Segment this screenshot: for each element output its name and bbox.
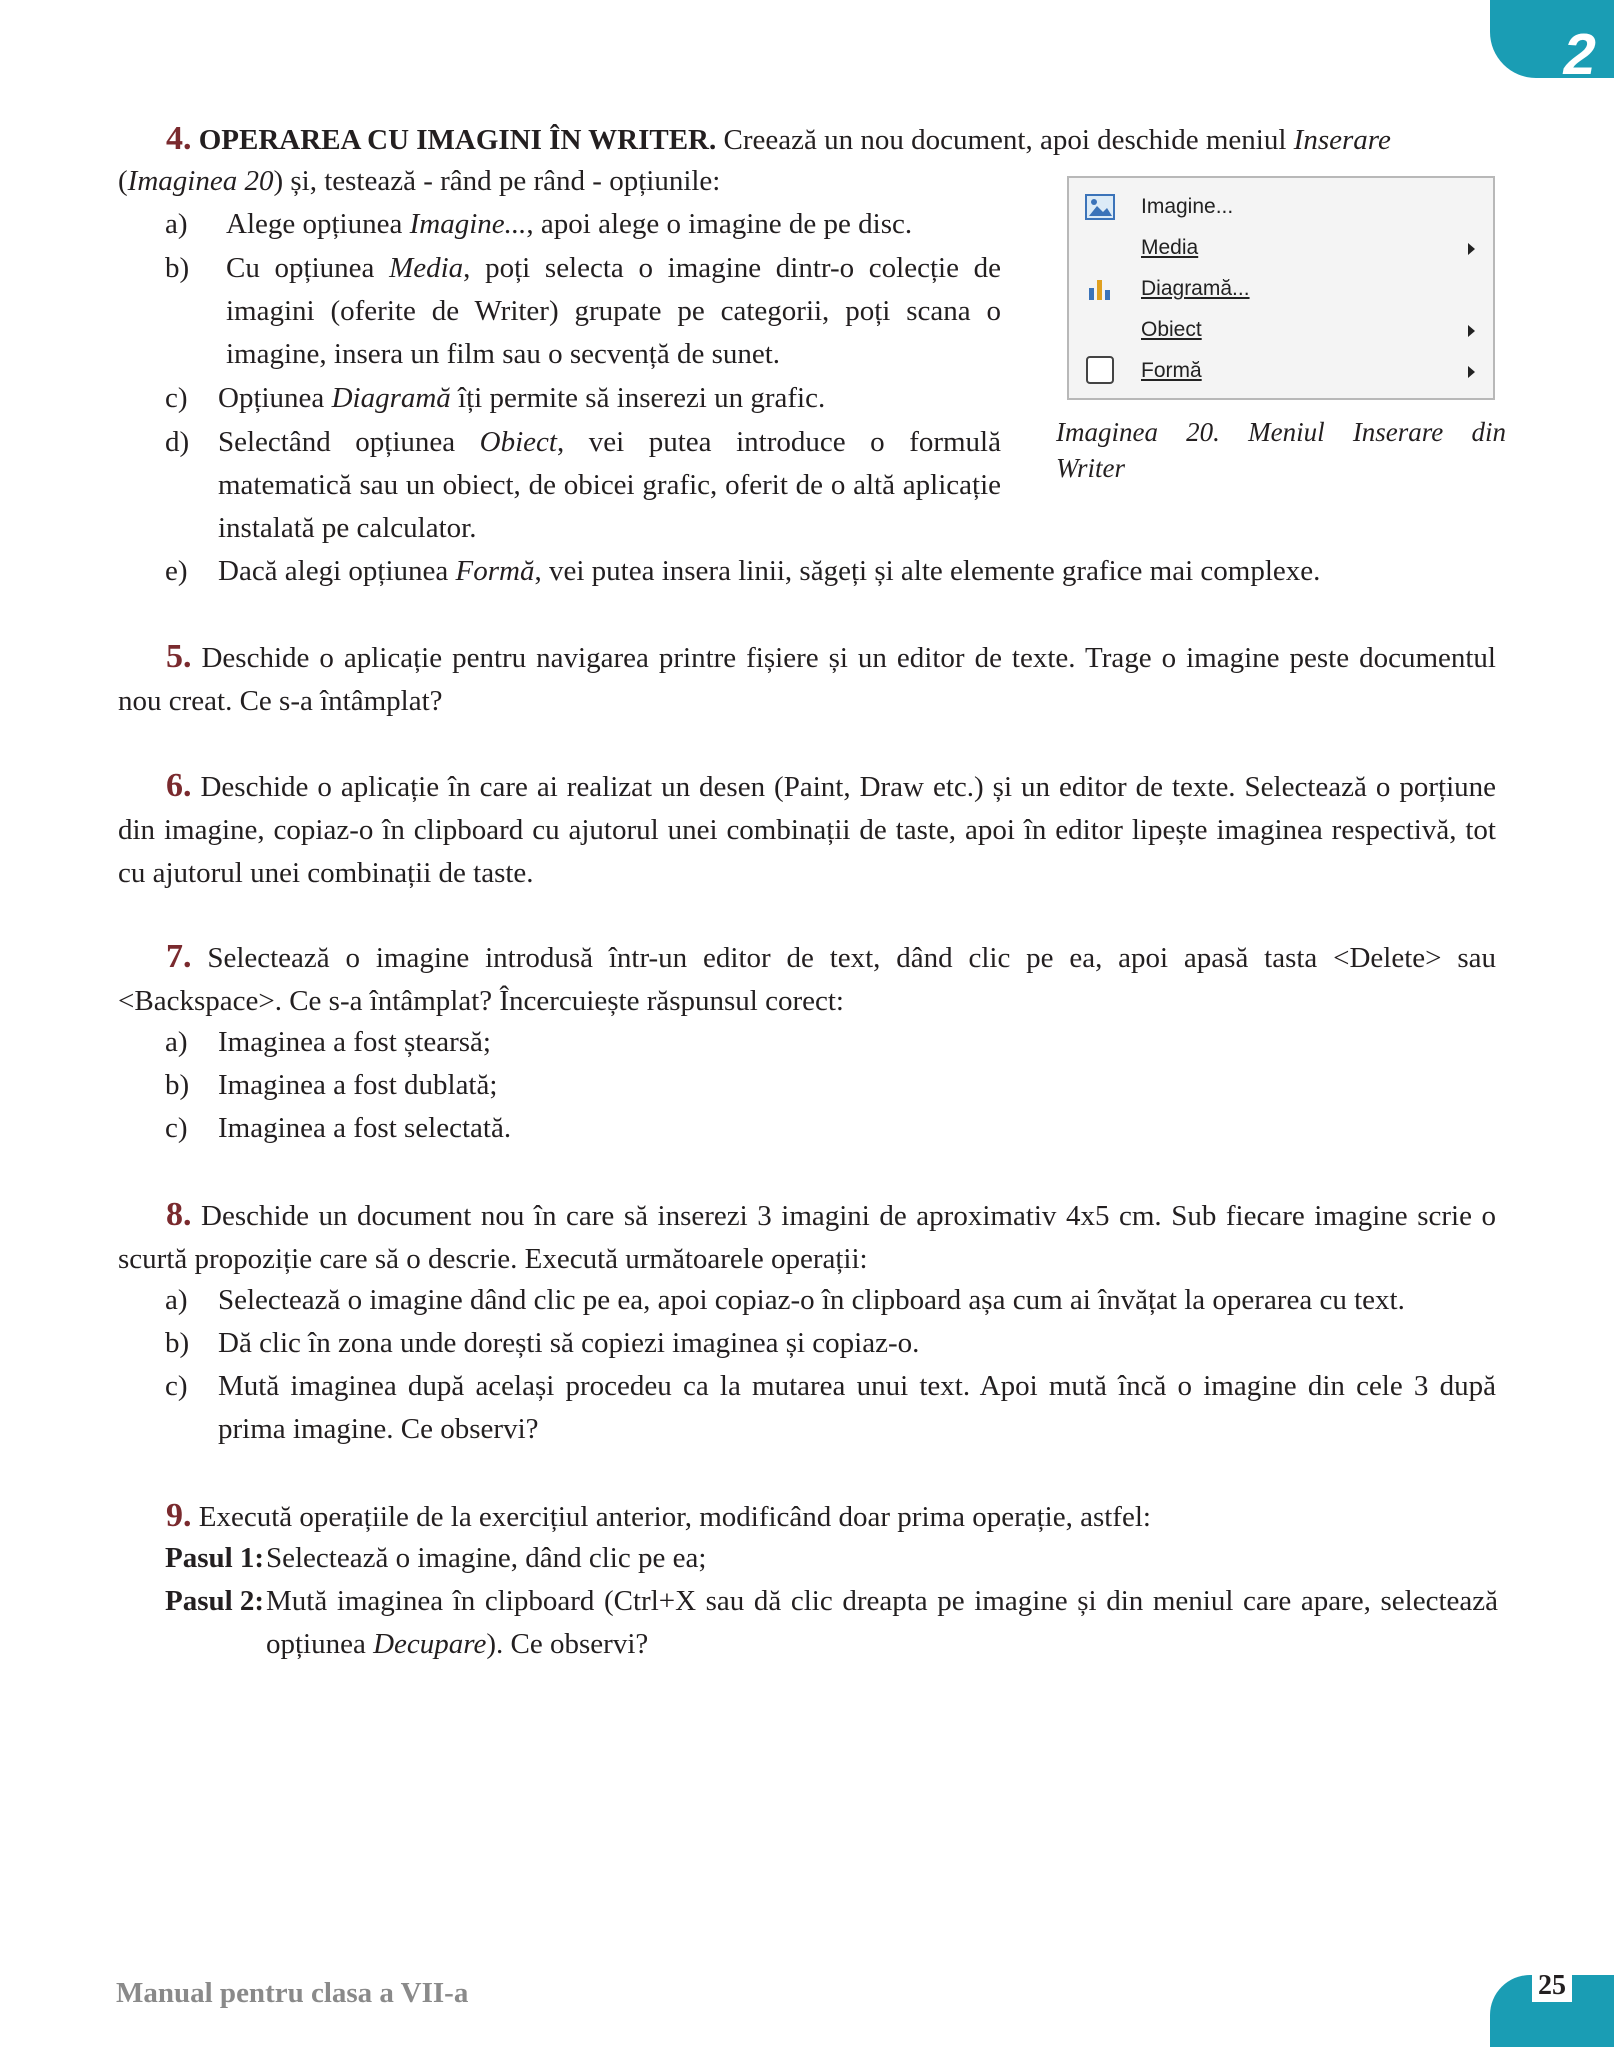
ex5 (118, 635, 1496, 723)
media-submenu-arrow-icon (1468, 243, 1475, 255)
ex4-item-d-pre: Selectând opțiunea (218, 426, 480, 458)
ex4-number: 4. (166, 120, 192, 157)
ex4-intro (118, 117, 1496, 162)
ex7-item-b: Imaginea a fost dublată; (218, 1069, 498, 1101)
ex9-text: Execută operațiile de la exercițiul anterior, modificând doar prima operație, astfel: (191, 1501, 1151, 1533)
ex9-step2-it: Decupare (373, 1628, 487, 1660)
menu-item-imagine-label: Imagine... (1141, 195, 1234, 218)
menu-item-media (1141, 233, 1198, 263)
ex4-intro-menu: Inserare (1293, 124, 1391, 156)
ex4-title: OPERAREA CU IMAGINI ÎN WRITER. (198, 124, 717, 156)
menu-item-forma (1141, 356, 1202, 386)
ex4-item-e-it: Formă (455, 555, 535, 587)
ex6 (118, 764, 1496, 895)
ex4-item-b-pre: Cu opțiunea (226, 252, 390, 284)
ex7-number: 7. (166, 938, 192, 975)
ex7 (118, 935, 1496, 1023)
ex4-line2 (118, 160, 1058, 203)
ex5-number: 5. (166, 638, 192, 675)
ex9-number: 9. (166, 1497, 192, 1534)
ex4-item-a (226, 203, 1006, 246)
ex9-step2-label: Pasul 2: (165, 1585, 265, 1617)
ex8-item-c: Mută imaginea după același procedeu ca la mutarea unui text. Apoi mută încă o imagine din cele 3 după prima imagine. Ce observi? (218, 1370, 1496, 1445)
ex6-text: Deschide o aplicație în care ai realizat un desen (Paint, Draw etc.) și un editor de texte. Selectează o porțiune din imagine, copiaz-o în clipboard cu ajutorul unei combinații de taste, apoi în editor lipește imaginea respectivă, tot cu ajutorul unei combinații de taste. (118, 771, 1496, 889)
ex7-item-a-label: a) (165, 1026, 188, 1058)
ex4-item-d-it: Obiect (479, 426, 557, 458)
chapter-tab (1490, 0, 1614, 87)
ex9-step1-text: Selectează o imagine, dând clic pe ea; (266, 1542, 707, 1574)
ex4-item-a-label: a) (165, 208, 188, 240)
ex8-number: 8. (166, 1196, 192, 1233)
menu-item-obiect (1141, 315, 1202, 345)
menu-item-diagrama-label: Diagramă... (1141, 277, 1250, 300)
ex4-intro-text: Creează un nou document, apoi deschide meniul (716, 124, 1294, 156)
ex4-item-c-pre: Opțiunea (218, 382, 332, 414)
ex4-item-c-it: Diagramă (331, 382, 451, 414)
ex7-text: Selectează o imagine introdusă într-un editor de text, dând clic pe ea, apoi apasă tasta <Delete> sau <Backspace>. Ce s-a întâmplat? Încercuiește răspunsul corect: (118, 942, 1496, 1017)
ex4-item-d-label: d) (165, 426, 190, 458)
chart-icon (1087, 276, 1113, 302)
ex4-item-e-label: e) (165, 555, 188, 587)
figure-caption: Imaginea 20. Meniul Inserare din (1056, 417, 1506, 447)
obiect-submenu-arrow-icon (1468, 325, 1475, 337)
image-icon (1085, 194, 1115, 220)
menu-item-media-label: Media (1141, 236, 1199, 259)
ex4-item-a-post: , apoi alege o imagine de pe disc. (526, 208, 913, 240)
ex5-text: Deschide o aplicație pentru navigarea printre fișiere și un editor de texte. Trage o imagine peste documentul nou creat. Ce s-a întâmplat? (118, 642, 1496, 717)
page-number: 25 (1532, 1970, 1572, 2002)
ex4-item-e-post: , vei putea insera linii, săgeți și alte elemente grafice mai complexe. (534, 555, 1321, 587)
menu-item-forma-label: Formă (1141, 359, 1202, 382)
figure-caption-line2: Writer (1056, 453, 1126, 483)
footer-manual-title: Manual pentru clasa a VII-a (116, 1977, 469, 2009)
ex8-item-b: Dă clic în zona unde dorești să copiezi imaginea și copiaz-o. (218, 1327, 920, 1359)
ex9-step2-post: ). Ce observi? (486, 1628, 649, 1660)
ex8-item-a-label: a) (165, 1284, 188, 1316)
ex8 (118, 1193, 1496, 1281)
ex4-line2-a: ( (118, 165, 128, 197)
shape-icon (1085, 355, 1115, 385)
ex4-item-d-post: , vei putea introduce o formulă matematică sau un obiect, de obicei grafic, oferit de o altă aplicație instalată pe calculator. (218, 426, 1001, 544)
ex4-line2-b: ) și, testează - rând pe rând - opțiunile: (273, 165, 721, 197)
ex4-item-a-it: Imagine... (409, 208, 527, 240)
ex4-item-e (218, 550, 1498, 593)
ex4-item-c-post: îți permite să inserezi un grafic. (450, 382, 826, 414)
ex7-item-c-label: c) (165, 1112, 188, 1144)
insert-menu-figure (1067, 176, 1495, 400)
ex8-item-a: Selectează o imagine dând clic pe ea, apoi copiaz-o în clipboard așa cum ai învățat la operarea cu text. (218, 1284, 1405, 1316)
ex8-text: Deschide un document nou în care să inserezi 3 imagini de aproximativ 4x5 cm. Sub fiecare imagine scrie o scurtă propoziție care să o descrie. Execută următoarele operații: (118, 1200, 1496, 1275)
ex4-item-b-label: b) (165, 252, 190, 284)
ex7-item-b-label: b) (165, 1069, 190, 1101)
ex4-item-c (218, 377, 998, 420)
ex9 (118, 1494, 1496, 1539)
forma-submenu-arrow-icon (1468, 366, 1475, 378)
ex4-item-b-it: Media (389, 252, 464, 284)
ex4-item-e-pre: Dacă alegi opțiunea (218, 555, 456, 587)
ex4-item-a-pre: Alege opțiunea (226, 208, 410, 240)
ex4-item-b-post: , poți selecta o imagine dintr-o colecție de imagini (oferite de Writer) grupate pe categorii, poți scana o imagine, insera un film sau o secvență de sunet. (226, 252, 1002, 370)
ex9-step2-pre: Mută imaginea în clipboard (Ctrl+X sau dă clic dreapta pe imagine și din meniul care apare, selectează opțiunea (266, 1585, 1498, 1660)
ex4-item-c-label: c) (165, 382, 188, 414)
chapter-number: 2 (1558, 22, 1602, 87)
ex4-item-d (218, 421, 1001, 550)
ex4-line2-img: Imaginea 20 (127, 165, 274, 197)
ex9-step2 (266, 1580, 1498, 1666)
ex7-item-c: Imaginea a fost selectată. (218, 1112, 512, 1144)
menu-item-imagine (1141, 192, 1233, 222)
menu-item-obiect-label: Obiect (1141, 318, 1202, 341)
menu-item-diagrama (1141, 274, 1250, 304)
ex6-number: 6. (166, 767, 192, 804)
ex9-step1-label: Pasul 1: (165, 1542, 265, 1574)
ex8-item-b-label: b) (165, 1327, 190, 1359)
ex4-item-b (226, 247, 1001, 376)
ex7-item-a: Imaginea a fost ștearsă; (218, 1026, 491, 1058)
ex8-item-c-label: c) (165, 1370, 188, 1402)
